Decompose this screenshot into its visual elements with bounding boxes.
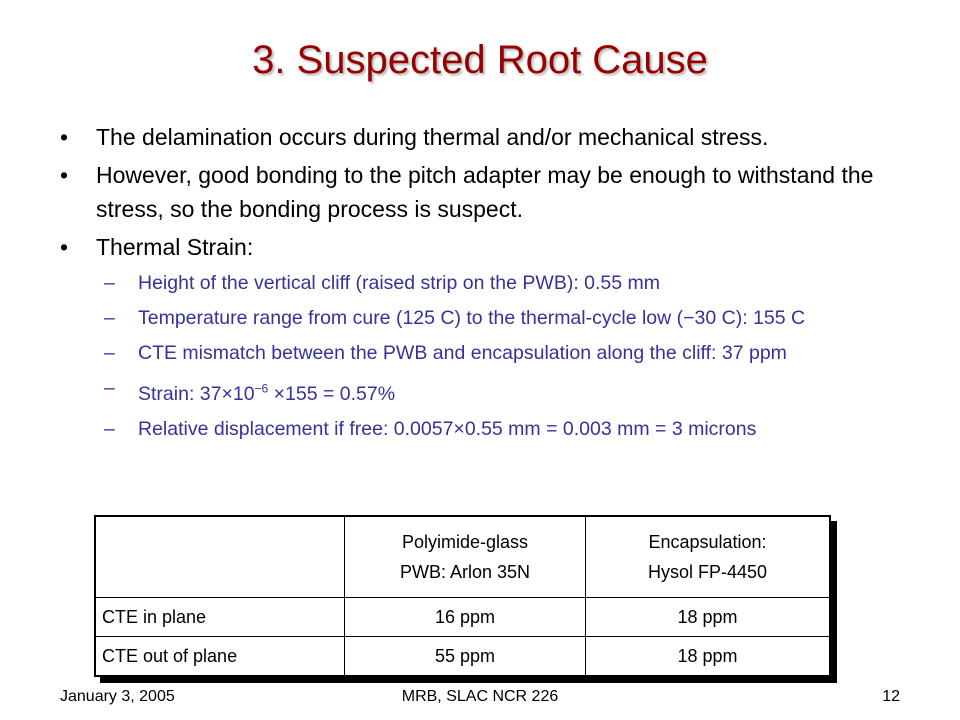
table-header-pwb bbox=[345, 516, 586, 598]
sub-bullet-text: Height of the vertical cliff (raised strip on the PWB): 0.55 mm bbox=[138, 272, 661, 294]
bullet-list bbox=[60, 120, 920, 449]
sub-bullet-marker: – bbox=[104, 377, 115, 399]
table-row bbox=[95, 598, 830, 637]
sub-bullet-marker: – bbox=[104, 272, 115, 294]
strain-formula bbox=[138, 383, 395, 405]
table-row bbox=[95, 637, 830, 677]
bullet-item bbox=[60, 230, 920, 264]
bullet-text: Thermal Strain: bbox=[96, 234, 254, 260]
footer-center: MRB, SLAC NCR 226 bbox=[401, 688, 559, 705]
sub-bullet-marker: – bbox=[104, 342, 115, 364]
sub-bullet-item bbox=[60, 373, 920, 409]
header-line: Polyimide-glass bbox=[401, 532, 529, 552]
sub-bullet-text: Temperature range from cure (125 C) to the thermal-cycle low (−30 C): 155 C bbox=[138, 307, 806, 329]
sub-bullet-list bbox=[60, 268, 920, 444]
table-cell: 16 ppm bbox=[345, 598, 586, 637]
strain-prefix: Strain: 37×10 bbox=[138, 382, 255, 405]
table-header-row bbox=[95, 516, 830, 598]
header-line: Hysol FP-4450 bbox=[647, 562, 768, 582]
footer-date: January 3, 2005 bbox=[60, 688, 175, 705]
bullet-text: However, good bonding to the pitch adapter may be enough to withstand the stress, so the bonding process is suspect. bbox=[96, 162, 874, 222]
table-header-empty bbox=[95, 516, 345, 598]
table-cell: CTE out of plane bbox=[95, 637, 345, 677]
bullet-marker: • bbox=[60, 162, 69, 188]
footer-page-number: 12 bbox=[882, 688, 900, 705]
strain-exponent: −6 bbox=[254, 381, 269, 395]
bullet-item bbox=[60, 158, 920, 226]
sub-bullet-item bbox=[60, 303, 920, 333]
slide-title: 3. Suspected Root Cause bbox=[252, 38, 708, 82]
sub-bullet-marker: – bbox=[104, 417, 115, 440]
cte-table bbox=[94, 515, 831, 677]
table-cell: 18 ppm bbox=[586, 637, 831, 677]
table-cell: 55 ppm bbox=[345, 637, 586, 677]
bullet-marker: • bbox=[60, 234, 69, 260]
table-cell: CTE in plane bbox=[95, 598, 345, 637]
sub-bullet-item bbox=[60, 414, 920, 444]
table-header-encapsulation bbox=[586, 516, 831, 598]
sub-bullet-item bbox=[60, 338, 920, 368]
header-line: Encapsulation: bbox=[648, 532, 767, 552]
strain-suffix: ×155 = 0.57% bbox=[268, 382, 396, 405]
sub-bullet-item bbox=[60, 268, 920, 298]
sub-bullet-marker: – bbox=[104, 307, 115, 329]
sub-bullet-text: Relative displacement if free: 0.0057×0.55 mm = 0.003 mm = 3 microns bbox=[138, 417, 757, 440]
table-cell: 18 ppm bbox=[586, 598, 831, 637]
header-line: PWB: Arlon 35N bbox=[399, 562, 531, 582]
bullet-text: The delamination occurs during thermal and/or mechanical stress. bbox=[96, 124, 769, 150]
bullet-marker: • bbox=[60, 124, 69, 150]
sub-bullet-text: CTE mismatch between the PWB and encapsulation along the cliff: 37 ppm bbox=[138, 342, 787, 364]
bullet-item bbox=[60, 120, 920, 154]
